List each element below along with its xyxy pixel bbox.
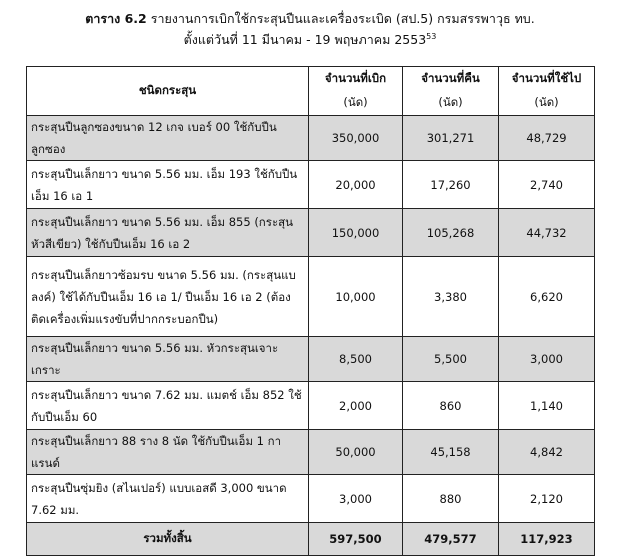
cell-withdrawn: 20,000	[309, 161, 403, 209]
cell-type: กระสุนปืนเล็กยาว ขนาด 5.56 มม. เอ็ม 855 (กระสุนหัวสีเขียว) ใช้กับปืนเอ็ม 16 เอ 2	[27, 209, 309, 257]
cell-returned: 880	[403, 475, 499, 523]
cell-used: 1,140	[499, 382, 595, 430]
table-title	[0, 10, 620, 28]
total-used: 117,923	[499, 523, 595, 556]
cell-withdrawn: 350,000	[309, 116, 403, 161]
cell-withdrawn: 3,000	[309, 475, 403, 523]
cell-type: กระสุนปืนเล็กยาว ขนาด 5.56 มม. เอ็ม 193 ใช้กับปืนเอ็ม 16 เอ 1	[27, 161, 309, 209]
total-label: รวมทั้งสิ้น	[27, 523, 309, 556]
header-returned-label: จำนวนที่คืน	[421, 71, 480, 85]
table-subtitle	[0, 31, 620, 49]
table-row	[27, 382, 595, 430]
header-withdrawn-label: จำนวนที่เบิก	[324, 71, 387, 85]
header-returned	[403, 67, 499, 116]
cell-withdrawn: 10,000	[309, 257, 403, 337]
cell-returned: 45,158	[403, 430, 499, 475]
header-type: ชนิดกระสุน	[27, 67, 309, 116]
header-row	[27, 67, 595, 116]
cell-returned: 17,260	[403, 161, 499, 209]
footnote-marker: 53	[426, 31, 437, 41]
header-unit: (นัด)	[438, 95, 463, 109]
cell-type: กระสุนปืนซุ่มยิง (สไนเปอร์) แบบเอสดี 3,000 ขนาด 7.62 มม.	[27, 475, 309, 523]
cell-used: 44,732	[499, 209, 595, 257]
table-row	[27, 161, 595, 209]
cell-returned: 3,380	[403, 257, 499, 337]
cell-used: 2,740	[499, 161, 595, 209]
cell-type: กระสุนปืนเล็กยาว 88 ราง 8 นัด ใช้กับปืนเอ็ม 1 กาแรนด์	[27, 430, 309, 475]
cell-type: กระสุนปืนเล็กยาว ขนาด 7.62 มม. แมตช์ เอ็ม 852 ใช้กับปืนเอ็ม 60	[27, 382, 309, 430]
header-used-label: จำนวนที่ใช้ไป	[511, 71, 582, 85]
cell-used: 48,729	[499, 116, 595, 161]
total-returned: 479,577	[403, 523, 499, 556]
total-row	[27, 523, 595, 556]
ammunition-table	[26, 66, 595, 556]
header-withdrawn	[309, 67, 403, 116]
table-row	[27, 257, 595, 337]
cell-withdrawn: 2,000	[309, 382, 403, 430]
header-unit: (นัด)	[534, 95, 559, 109]
date-range: ตั้งแต่วันที่ 11 มีนาคม - 19 พฤษภาคม 2553	[183, 32, 427, 47]
table-row	[27, 475, 595, 523]
cell-type: กระสุนปืนเล็กยาว ขนาด 5.56 มม. หัวกระสุนเจาะเกราะ	[27, 337, 309, 382]
table-number: ตาราง 6.2	[85, 11, 147, 26]
cell-returned: 860	[403, 382, 499, 430]
table-row	[27, 337, 595, 382]
cell-used: 2,120	[499, 475, 595, 523]
cell-returned: 105,268	[403, 209, 499, 257]
cell-withdrawn: 150,000	[309, 209, 403, 257]
header-used	[499, 67, 595, 116]
table-row	[27, 430, 595, 475]
table-row	[27, 116, 595, 161]
table-row	[27, 209, 595, 257]
cell-returned: 301,271	[403, 116, 499, 161]
cell-withdrawn: 50,000	[309, 430, 403, 475]
cell-used: 3,000	[499, 337, 595, 382]
cell-used: 6,620	[499, 257, 595, 337]
cell-withdrawn: 8,500	[309, 337, 403, 382]
header-unit: (นัด)	[343, 95, 368, 109]
cell-returned: 5,500	[403, 337, 499, 382]
table-caption: รายงานการเบิกใช้กระสุนปืนและเครื่องระเบิด (สป.5) กรมสรรพาวุธ ทบ.	[150, 11, 535, 26]
total-withdrawn: 597,500	[309, 523, 403, 556]
cell-used: 4,842	[499, 430, 595, 475]
cell-type: กระสุนปืนเล็กยาวซ้อมรบ ขนาด 5.56 มม. (กระสุนแบลงค์) ใช้ได้กับปืนเอ็ม 16 เอ 1/ ปืนเอ็ม 16 เอ 2 (ต้องติดเครื่องเพิ่มแรงขับที่ปากกระบอกปืน)	[27, 257, 309, 337]
cell-type: กระสุนปืนลูกซองขนาด 12 เกจ เบอร์ 00 ใช้กับปืนลูกซอง	[27, 116, 309, 161]
